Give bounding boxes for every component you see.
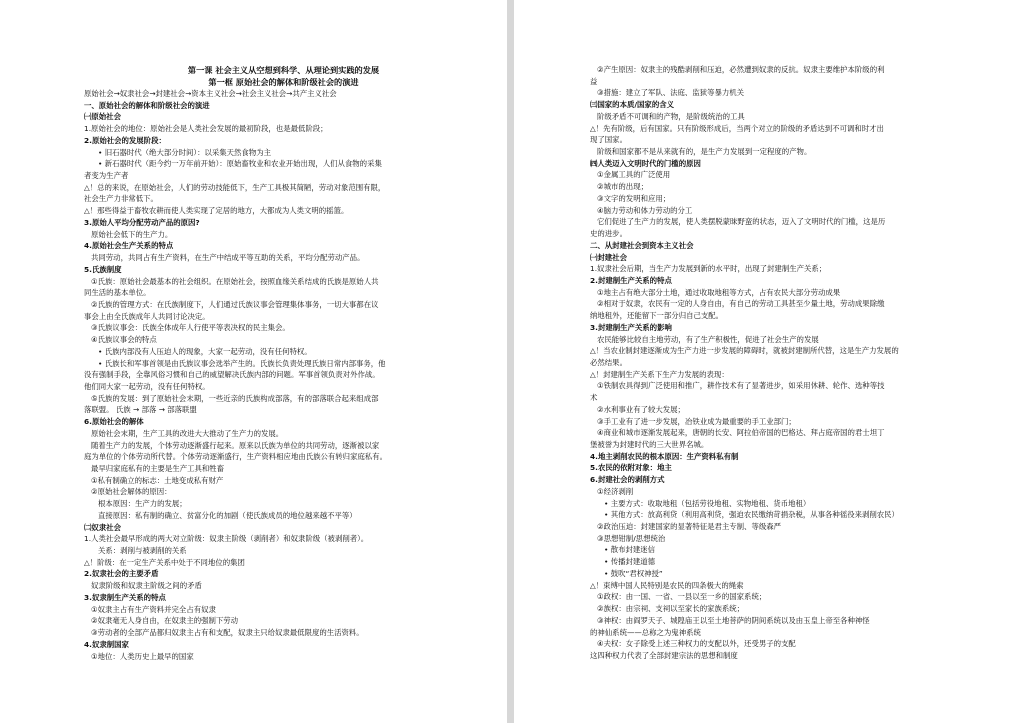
- text-line: 一、原始社会的解体和阶级社会的演进: [84, 100, 210, 110]
- text-line: 现了国家。: [590, 135, 627, 145]
- text-line: 二、从封建社会到资本主义社会: [590, 240, 694, 250]
- text-line: ②城市的出现；: [597, 182, 648, 192]
- text-line: ②政治压迫：封建国家的显著特征是君主专制、等级森严: [597, 522, 782, 532]
- text-line: 原始社会低下的生产力。: [91, 229, 173, 239]
- text-line: 1.原始社会的地位：原始社会是人类社会发展的最初阶段，也是最低阶段；: [84, 124, 328, 134]
- text-line: 4.原始社会生产关系的特点: [84, 241, 174, 251]
- text-line: ④商业和城市逐渐发展起来，唐朝的长安、阿拉伯帝国的巴格达、拜占庭帝国的君士坦丁: [597, 428, 885, 438]
- text-line: 关系：剥削与被剥削的关系: [98, 546, 187, 556]
- text-line: 者变为生产者: [84, 171, 129, 181]
- page-title: 第一课 社会主义从空想到科学、从理论到实践的发展: [187, 65, 380, 75]
- text-line: ②原始社会解体的原因：: [91, 487, 172, 497]
- text-line: 2.封建制生产关系的特点: [590, 275, 672, 285]
- text-line: △！那些得益于畜牧农耕而使人类实现了定居的地方，大都成为人类文明的摇篮。: [84, 206, 349, 216]
- text-line: 同生活的基本单位。: [84, 288, 151, 298]
- text-line: ㈢国家的本质/国家的含义: [590, 100, 674, 110]
- text-line: △！先有阶级，后有国家。只有阶级形成后，当两个对立的阶级的矛盾达到不可调和时才出: [590, 123, 884, 133]
- text-line: ③劳动者的全部产品都归奴隶主占有和支配，奴隶主只给奴隶最低限度的生活资料。: [91, 628, 364, 638]
- text-line: ④氏族议事会的特点: [91, 335, 157, 345]
- text-line: ②水利事业有了较大发展；: [597, 404, 685, 414]
- text-line: ①奴隶主占有生产资料并完全占有奴隶: [91, 604, 216, 614]
- text-line: 3.封建制生产关系的影响: [590, 322, 672, 332]
- text-line: △！束缚中国人民特别是农民的四条极大的绳索: [590, 580, 744, 590]
- text-line: 3.奴隶制生产关系的特点: [84, 592, 166, 602]
- text-line: 事会上由全氏族成年人共同讨论决定。: [84, 311, 210, 321]
- text-line: ②族权：由宗祠、支祠以至家长的家族系统；: [597, 604, 745, 614]
- text-line: ④脑力劳动和体力劳动的分工: [597, 205, 693, 215]
- text-line: 4.地主剥削农民的根本原因：生产资料私有制: [590, 451, 739, 461]
- text-line: 根本原因：生产力的发展；: [98, 499, 187, 509]
- text-line: ①地主占有绝大部分土地，通过收取地租等方式，占有农民大部分劳动成果: [597, 287, 841, 297]
- text-line: 这四种权力代表了全部封建宗法的思想和制度: [590, 650, 738, 660]
- text-line: • 传播封建道德: [604, 557, 656, 567]
- text-line: ①铁制农具得到广泛使用和推广，耕作技术有了显著进步，如采用休耕、轮作、选种等技: [597, 381, 885, 391]
- left-page: [0, 0, 507, 723]
- text-line: • 氏族内部没有人压迫人的现象，大家一起劳动，没有任何特权。: [98, 346, 312, 356]
- text-line: 必然结果。: [590, 357, 627, 367]
- text-line: 随着生产力的发展，个体劳动逐渐盛行起来。原来以氏族为单位的共同劳动，逐渐被以家: [91, 440, 380, 450]
- text-line: 阶级和国家都不是从来就有的，是生产力发展到一定程度的产物。: [597, 147, 812, 157]
- text-line: ③文字的发明和应用；: [597, 193, 671, 203]
- text-line: • 散布封建迷信: [604, 545, 656, 555]
- text-line: ②相对于奴隶，农民有一定的人身自由，有自己的劳动工具甚至少量土地，劳动成果除缴: [597, 299, 885, 309]
- text-line: ②奴隶毫无人身自由，在奴隶主的强制下劳动: [91, 616, 239, 626]
- text-line: 4.奴隶制国家: [84, 639, 129, 649]
- left-page-body: [84, 88, 483, 662]
- text-line: 落联盟。 氏族 → 部落 → 部落联盟: [84, 405, 197, 415]
- text-line: • 旧石器时代（绝大部分时间）：以采集天然食物为主: [98, 147, 271, 157]
- text-line: 5.农民的依附对象：地主: [590, 463, 672, 473]
- text-line: 庭为单位的个体劳动所代替。个体劳动逐渐盛行，生产资料相应地由氏族公有转归家庭私有。: [84, 452, 388, 462]
- text-line: 5.氏族制度: [84, 264, 122, 274]
- text-line: • 鼓吹“君权神授”: [604, 568, 663, 578]
- text-line: 原始社会→奴隶社会→封建社会→资本主义社会→社会主义社会→共产主义社会: [84, 89, 337, 98]
- text-line: 6.原始社会的解体: [84, 417, 144, 427]
- text-line: ⑤氏族的发展：到了原始社会末期，一些近亲的氏族构成部落，有的部落联合起来组成部: [91, 393, 379, 403]
- text-line: 没有强制手段，全靠风俗习惯和自己的威望解决氏族内部的问题。军事首领负责对外作战。: [84, 370, 380, 380]
- text-line: ②氏族的管理方式：在氏族制度下，人们通过氏族议事会管理集体事务，一切大事都在议: [91, 299, 379, 309]
- text-line: ㈡奴隶社会: [84, 522, 121, 532]
- text-line: ②产生原因：奴隶主的残酷剥削和压迫，必然遭到奴隶的反抗。奴隶主要维护本阶级的利: [597, 65, 885, 74]
- text-line: 6.封建社会的剥削方式: [590, 475, 665, 485]
- text-line: 堡被誉为封建时代的三大世界名城。: [590, 440, 709, 449]
- text-line: 他们同大家一起劳动，没有任何特权。: [84, 381, 210, 391]
- text-line: △！当农业制封建逐渐成为生产力进一步发展的障碍时，就被封建制所代替，这是生产力发展的: [590, 346, 899, 356]
- text-line: ㈣人类迈入文明时代的门槛的原因: [590, 158, 701, 168]
- text-line: 最早归家庭私有的主要是生产工具和牲畜: [91, 464, 225, 473]
- text-line: ①地位：人类历史上最早的国家: [91, 651, 194, 661]
- text-line: △！阶级：在一定生产关系中处于不同地位的集团: [84, 557, 245, 567]
- text-line: ③氏族议事会：氏族全体成年人行使平等表决权的民主集会。: [91, 323, 290, 333]
- text-line: 术: [590, 393, 598, 403]
- text-line: • 氏族长和军事首领是由氏族议事会选举产生的。氏族长负责处理氏族日常内部事务，他: [98, 358, 386, 368]
- page-subtitle: 第一框 原始社会的解体和阶级社会的演进: [208, 77, 359, 87]
- text-line: 它们促进了生产力的发展，使人类摆脱蒙昧野蛮的状态，迈入了文明时代的门槛，这是历: [597, 217, 886, 227]
- text-line: ④夫权：女子除受上述三种权力的支配以外，还受男子的支配: [597, 639, 796, 649]
- text-line: ③措施：建立了军队、法庭、监狱等暴力机关: [597, 88, 745, 98]
- text-line: • 新石器时代（距今约一万年前开始）：原始畜牧业和农业开始出现，人们从食物的采集: [98, 159, 382, 169]
- text-line: 原始社会末期，生产工具的改进大大推动了生产力的发展。: [91, 428, 284, 438]
- text-line: △！总的来说，在原始社会，人们的劳动技能低下，生产工具极其简陋，劳动对象范围有限，: [84, 182, 386, 192]
- text-line: 共同劳动，共同占有生产资料，在生产中结成平等互助的关系，平均分配劳动产品。: [91, 253, 365, 263]
- text-line: 益: [590, 76, 598, 86]
- text-line: 1.奴隶社会后期，当生产力发展到新的水平时，出现了封建制生产关系；: [590, 264, 827, 274]
- text-line: 3.原始人平均分配劳动产品的原因?: [84, 217, 200, 227]
- text-line: △！封建制生产关系下生产力发展的表现：: [590, 369, 729, 379]
- text-line: ③手工业有了进一步发展，冶铁业成为最重要的手工业部门；: [597, 416, 796, 426]
- text-line: 2.原始社会的发展阶段：: [84, 135, 166, 145]
- text-line: ①私有制确立的标志：土地变成私有财产: [91, 475, 224, 485]
- text-line: 1.人类社会最早形成的两大对立阶级：奴隶主阶级（剥削者）和奴隶阶级（被剥削者）。: [84, 534, 369, 544]
- text-line: 奴隶阶级和奴隶主阶级之间的矛盾: [91, 581, 202, 591]
- text-line: 阶级矛盾不可调和的产物，是阶级统治的工具: [597, 111, 745, 121]
- text-line: 纳地租外，还能留下一部分归自己支配。: [590, 311, 724, 321]
- text-line: ①氏族：原始社会最基本的社会组织。在原始社会，按照血缘关系结成的氏族是原始人共: [91, 276, 379, 286]
- text-line: 社会生产力非常低下。: [84, 194, 158, 204]
- text-line: ①政权：由一国、一省、一县以至一乡的国家系统；: [597, 592, 767, 602]
- text-line: ③神权：由阎罗天子、城隍庙王以至土地菩萨的阴间系统以及由玉皇上帝至各种神怪: [597, 615, 870, 625]
- text-line: ①经济剥削: [597, 486, 634, 496]
- text-line: • 其他方式：放高利贷（利用高利贷，强迫农民缴纳苛捐杂税，从事各种徭役来剥削农民）: [604, 510, 899, 520]
- text-line: ㈠封建社会: [590, 252, 627, 262]
- text-line: ①金属工具的广泛使用: [597, 170, 671, 180]
- text-line: 2.奴隶社会的主要矛盾: [84, 569, 159, 579]
- text-line: 的神仙系统——总称之为鬼神系统: [590, 627, 701, 637]
- text-line: ㈠原始社会: [84, 112, 121, 122]
- right-page: [514, 0, 1024, 723]
- text-line: 直接原因：私有制的确立、贫富分化的加剧（使氏族成员的地位越来越不平等）: [98, 510, 357, 520]
- right-page-body: [590, 64, 1002, 662]
- text-line: 农民能够比较自主地劳动，有了生产积极性，促进了社会生产的发展: [597, 334, 819, 344]
- text-line: ③思想钳制/思想统治: [597, 533, 666, 543]
- text-line: • 主要方式：收取地租（包括劳役地租、实物地租、货币地租）: [604, 498, 811, 508]
- text-line: 史的进步。: [590, 229, 627, 239]
